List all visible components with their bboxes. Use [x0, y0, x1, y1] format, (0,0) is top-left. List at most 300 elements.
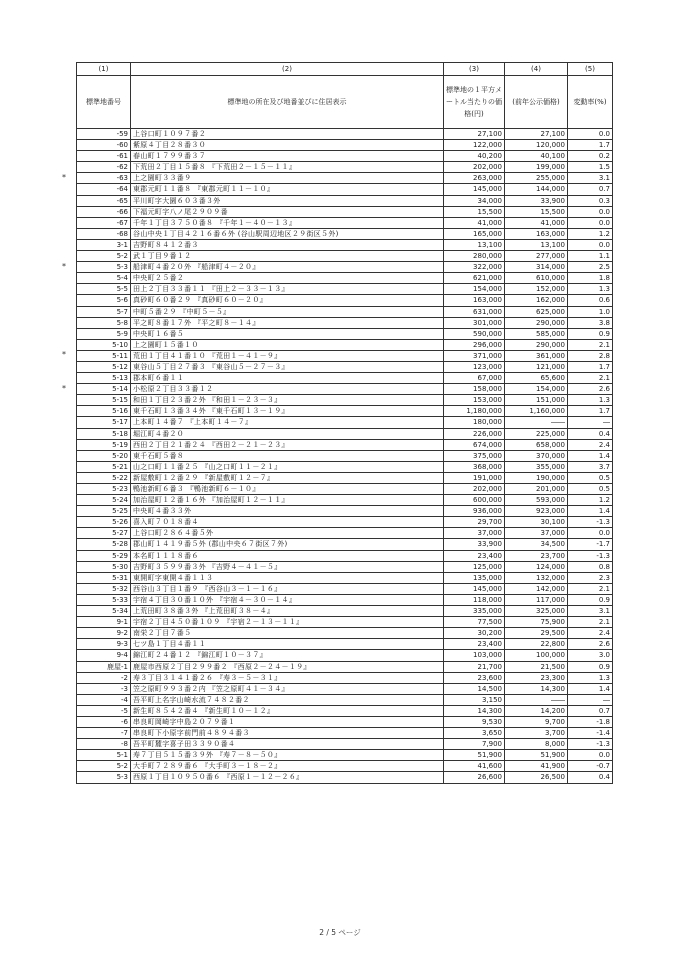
col-number-4: (4): [505, 63, 568, 76]
site-number-cell: -68: [77, 228, 131, 239]
site-number-cell: 5-29: [77, 550, 131, 561]
table-row: [77, 339, 613, 350]
table-row: [77, 295, 613, 306]
prev-price-cell: 9,700: [505, 716, 568, 727]
prev-price-cell: 51,900: [505, 750, 568, 761]
row-mark: *: [62, 261, 66, 271]
change-rate-cell: -1.3: [568, 739, 613, 750]
price-cell: 165,000: [444, 228, 505, 239]
address-cell: 郡山町１４１９番５外 (郡山中央６７街区７外): [131, 539, 444, 550]
address-cell: 小松原２丁目３３番１２: [131, 384, 444, 395]
table-row: [77, 772, 613, 783]
site-number-cell: 5-20: [77, 450, 131, 461]
prev-price-cell: 27,100: [505, 129, 568, 140]
prev-price-cell: 314,000: [505, 262, 568, 273]
price-cell: 77,500: [444, 617, 505, 628]
site-number-cell: 5-24: [77, 495, 131, 506]
prev-price-cell: ――: [505, 694, 568, 705]
site-number-cell: 5-17: [77, 417, 131, 428]
change-rate-cell: -1.8: [568, 716, 613, 727]
table-row: [77, 450, 613, 461]
address-cell: 武１丁目９番１２: [131, 251, 444, 262]
table-row: [77, 472, 613, 483]
table-row: [77, 140, 613, 151]
change-rate-cell: 1.7: [568, 406, 613, 417]
site-number-cell: 5-4: [77, 273, 131, 284]
change-rate-cell: 0.4: [568, 772, 613, 783]
table-row: [77, 206, 613, 217]
site-number-cell: 5-26: [77, 517, 131, 528]
site-number-cell: 5-28: [77, 539, 131, 550]
address-cell: 平之町８番１７外 『平之町８－１４』: [131, 317, 444, 328]
prev-price-cell: 361,000: [505, 350, 568, 361]
table-row: [77, 428, 613, 439]
change-rate-cell: -1.3: [568, 517, 613, 528]
change-rate-cell: 1.1: [568, 251, 613, 262]
table-row: [77, 761, 613, 772]
prev-price-cell: 23,300: [505, 672, 568, 683]
prev-price-cell: 22,800: [505, 639, 568, 650]
price-cell: 67,000: [444, 373, 505, 384]
price-cell: 1,180,000: [444, 406, 505, 417]
change-rate-cell: 1.7: [568, 361, 613, 372]
address-cell: 大手町７２８９番６ 『大手町３－１８－２』: [131, 761, 444, 772]
price-cell: 23,400: [444, 550, 505, 561]
address-cell: 本名町１１１８番６: [131, 550, 444, 561]
table-row: [77, 694, 613, 705]
site-number-cell: 5-30: [77, 561, 131, 572]
site-number-cell: 5-16: [77, 406, 131, 417]
price-cell: 13,100: [444, 239, 505, 250]
site-number-cell: 5-25: [77, 506, 131, 517]
table-row: [77, 550, 613, 561]
table-row: [77, 594, 613, 605]
change-rate-cell: 0.5: [568, 484, 613, 495]
change-rate-cell: 0.6: [568, 295, 613, 306]
site-number-cell: 5-10: [77, 339, 131, 350]
prev-price-cell: 610,000: [505, 273, 568, 284]
site-number-cell: 5-13: [77, 373, 131, 384]
site-number-cell: 5-32: [77, 583, 131, 594]
price-cell: 37,000: [444, 528, 505, 539]
prev-price-cell: 255,000: [505, 173, 568, 184]
address-cell: 真砂町６０番２９ 『真砂町６０－２０』: [131, 295, 444, 306]
address-cell: 串良町岡崎字中島２０７９番１: [131, 716, 444, 727]
change-rate-cell: 1.3: [568, 395, 613, 406]
site-number-cell: -62: [77, 162, 131, 173]
price-cell: 41,000: [444, 217, 505, 228]
prev-price-cell: 30,100: [505, 517, 568, 528]
site-number-cell: 9-3: [77, 639, 131, 650]
site-number-cell: 5-21: [77, 461, 131, 472]
change-rate-cell: 1.3: [568, 284, 613, 295]
change-rate-cell: 3.7: [568, 461, 613, 472]
site-number-cell: -2: [77, 672, 131, 683]
prev-price-cell: 152,000: [505, 284, 568, 295]
prev-price-cell: 225,000: [505, 428, 568, 439]
price-cell: 103,000: [444, 650, 505, 661]
price-cell: 15,500: [444, 206, 505, 217]
change-rate-cell: 1.8: [568, 273, 613, 284]
address-cell: 紫原４丁目２８番３０: [131, 140, 444, 151]
change-rate-cell: 2.1: [568, 583, 613, 594]
table-row: [77, 683, 613, 694]
prev-price-cell: 33,900: [505, 195, 568, 206]
prev-price-cell: 163,000: [505, 228, 568, 239]
address-cell: 上本町１４番７ 『上本町１４－７』: [131, 417, 444, 428]
price-cell: 226,000: [444, 428, 505, 439]
price-cell: 621,000: [444, 273, 505, 284]
site-number-cell: -63: [77, 173, 131, 184]
table-row: [77, 539, 613, 550]
table-row: [77, 495, 613, 506]
change-rate-cell: 3.8: [568, 317, 613, 328]
address-cell: 平川町字大園６０３番３外: [131, 195, 444, 206]
address-cell: 中央町１６番５: [131, 328, 444, 339]
price-cell: 135,000: [444, 572, 505, 583]
table-row: [77, 328, 613, 339]
prev-price-cell: 40,100: [505, 151, 568, 162]
address-cell: 上荒田町３８番３外 『上荒田町３８－４』: [131, 606, 444, 617]
site-number-cell: 鹿屋-1: [77, 661, 131, 672]
site-number-cell: 5-11: [77, 350, 131, 361]
prev-price-cell: 21,500: [505, 661, 568, 672]
change-rate-cell: -1.3: [568, 550, 613, 561]
price-cell: 14,300: [444, 705, 505, 716]
price-cell: 674,000: [444, 439, 505, 450]
price-cell: 600,000: [444, 495, 505, 506]
address-cell: 荒田１丁目４１番１０ 『荒田１－４１－９』: [131, 350, 444, 361]
prev-price-cell: 124,000: [505, 561, 568, 572]
prev-price-cell: 23,700: [505, 550, 568, 561]
prev-price-cell: 658,000: [505, 439, 568, 450]
change-rate-cell: 0.9: [568, 594, 613, 605]
change-rate-cell: 0.7: [568, 705, 613, 716]
table-row: [77, 716, 613, 727]
price-cell: 163,000: [444, 295, 505, 306]
price-cell: 125,000: [444, 561, 505, 572]
price-cell: 371,000: [444, 350, 505, 361]
table-row: [77, 306, 613, 317]
address-cell: 吾平町麓字喜子田３３９０番４: [131, 739, 444, 750]
address-cell: 上谷口町２８６４番５外: [131, 528, 444, 539]
site-number-cell: -4: [77, 694, 131, 705]
change-rate-cell: -0.7: [568, 761, 613, 772]
site-number-cell: -61: [77, 151, 131, 162]
change-rate-cell: 0.7: [568, 184, 613, 195]
prev-price-cell: 585,000: [505, 328, 568, 339]
address-cell: 寿３丁目３１４１番２６ 『寿３－５－３１』: [131, 672, 444, 683]
price-cell: 29,700: [444, 517, 505, 528]
price-cell: 158,000: [444, 384, 505, 395]
address-cell: 山之口町１１番２５ 『山之口町１１－２１』: [131, 461, 444, 472]
price-cell: 191,000: [444, 472, 505, 483]
site-number-cell: 5-2: [77, 251, 131, 262]
table-row: [77, 572, 613, 583]
site-number-cell: -60: [77, 140, 131, 151]
price-cell: 180,000: [444, 417, 505, 428]
prev-price-cell: ――: [505, 417, 568, 428]
change-rate-cell: ―: [568, 417, 613, 428]
prev-price-cell: 34,500: [505, 539, 568, 550]
change-rate-cell: 0.0: [568, 528, 613, 539]
price-cell: 21,700: [444, 661, 505, 672]
page-number: 2 / 5 ページ: [319, 928, 361, 937]
prev-price-cell: 923,000: [505, 506, 568, 517]
table-row: [77, 484, 613, 495]
table-row: [77, 350, 613, 361]
address-cell: 錦江町２４番１２ 『錦江町１０－３７』: [131, 650, 444, 661]
prev-price-cell: 370,000: [505, 450, 568, 461]
address-cell: 上之園町１５番１０: [131, 339, 444, 350]
site-number-cell: 5-3: [77, 772, 131, 783]
site-number-cell: 5-33: [77, 594, 131, 605]
address-cell: 下福元町字八ノ尾２９０９番: [131, 206, 444, 217]
prev-price-cell: 8,000: [505, 739, 568, 750]
address-cell: 東郡元町１１番８ 『東郡元町１１－１０』: [131, 184, 444, 195]
change-rate-cell: 2.4: [568, 439, 613, 450]
price-cell: 23,400: [444, 639, 505, 650]
change-rate-cell: 3.1: [568, 606, 613, 617]
row-mark: *: [62, 350, 66, 360]
address-cell: 寿７丁目５１５番３９外 『寿７－８－５０』: [131, 750, 444, 761]
site-number-cell: -7: [77, 728, 131, 739]
site-number-cell: 5-6: [77, 295, 131, 306]
address-cell: 東谷山５丁目２７番３ 『東谷山５－２７－３』: [131, 361, 444, 372]
price-cell: 154,000: [444, 284, 505, 295]
price-cell: 280,000: [444, 251, 505, 262]
address-cell: 和田１丁目２３番２外 『和田１－２３－３』: [131, 395, 444, 406]
address-cell: 谷山中央１丁目４２１６番６外 (谷山駅周辺地区２９街区５外): [131, 228, 444, 239]
site-number-cell: -67: [77, 217, 131, 228]
site-number-cell: -5: [77, 705, 131, 716]
change-rate-cell: 2.1: [568, 617, 613, 628]
address-cell: 笠之原町９９３番２内 『笠之原町４１－３４』: [131, 683, 444, 694]
address-cell: 西谷山３丁目１番９ 『西谷山３－１－１６』: [131, 583, 444, 594]
address-cell: 宇宿２丁目４５０番１０９ 『宇宿２－１３－１１』: [131, 617, 444, 628]
prev-price-cell: 1,160,000: [505, 406, 568, 417]
address-cell: 吉野町８４１２番３: [131, 239, 444, 250]
site-number-cell: -8: [77, 739, 131, 750]
table-row: [77, 251, 613, 262]
prev-price-cell: 325,000: [505, 606, 568, 617]
price-cell: 322,000: [444, 262, 505, 273]
site-number-cell: 3-1: [77, 239, 131, 250]
prev-price-cell: 100,000: [505, 650, 568, 661]
prev-price-cell: 26,500: [505, 772, 568, 783]
address-cell: 中央町２５番２: [131, 273, 444, 284]
site-number-cell: 5-12: [77, 361, 131, 372]
prev-price-cell: 121,000: [505, 361, 568, 372]
table-row: [77, 506, 613, 517]
address-cell: 七ツ島１丁目４番１１: [131, 639, 444, 650]
prev-price-cell: 3,700: [505, 728, 568, 739]
prev-price-cell: 142,000: [505, 583, 568, 594]
prev-price-cell: 14,300: [505, 683, 568, 694]
change-rate-cell: -1.4: [568, 728, 613, 739]
prev-price-cell: 37,000: [505, 528, 568, 539]
price-cell: 7,900: [444, 739, 505, 750]
address-cell: 新屋敷町１２番２９ 『新屋敷町１２－７』: [131, 472, 444, 483]
prev-price-cell: 75,900: [505, 617, 568, 628]
table-row: [77, 639, 613, 650]
site-number-cell: 5-14: [77, 384, 131, 395]
table-row: [77, 528, 613, 539]
site-number-cell: -66: [77, 206, 131, 217]
site-number-cell: 5-3: [77, 262, 131, 273]
address-cell: 春山町１７９９番３７: [131, 151, 444, 162]
change-rate-cell: 0.9: [568, 661, 613, 672]
col-number-5: (5): [568, 63, 613, 76]
address-cell: 新生町８５４２番４ 『新生町１０－１２』: [131, 705, 444, 716]
site-number-cell: 9-2: [77, 628, 131, 639]
table-row: [77, 317, 613, 328]
table-row: [77, 705, 613, 716]
table-row: [77, 162, 613, 173]
price-cell: 590,000: [444, 328, 505, 339]
prev-price-cell: 151,000: [505, 395, 568, 406]
change-rate-cell: 1.4: [568, 450, 613, 461]
col-number-1: (1): [77, 63, 131, 76]
address-cell: 喜入町７０１８番４: [131, 517, 444, 528]
table-row: [77, 228, 613, 239]
header-change-rate: 変動率(%): [568, 76, 613, 129]
change-rate-cell: 1.4: [568, 683, 613, 694]
header-price: 標準地の１平方メートル当たりの価格(円): [444, 76, 505, 129]
change-rate-cell: 1.4: [568, 506, 613, 517]
price-cell: 23,600: [444, 672, 505, 683]
table-row: [77, 395, 613, 406]
change-rate-cell: 0.4: [568, 428, 613, 439]
table-body: [77, 129, 613, 784]
price-cell: 26,600: [444, 772, 505, 783]
change-rate-cell: ―: [568, 694, 613, 705]
price-cell: 33,900: [444, 539, 505, 550]
table-row: [77, 173, 613, 184]
prev-price-cell: 593,000: [505, 495, 568, 506]
table-row: [77, 661, 613, 672]
prev-price-cell: 290,000: [505, 339, 568, 350]
table-row: [77, 417, 613, 428]
prev-price-cell: 120,000: [505, 140, 568, 151]
change-rate-cell: 2.5: [568, 262, 613, 273]
table-row: [77, 262, 613, 273]
price-cell: 40,200: [444, 151, 505, 162]
change-rate-cell: 0.2: [568, 151, 613, 162]
site-number-cell: 5-27: [77, 528, 131, 539]
change-rate-cell: 3.1: [568, 173, 613, 184]
site-number-cell: 9-1: [77, 617, 131, 628]
prev-price-cell: 144,000: [505, 184, 568, 195]
price-cell: 202,000: [444, 162, 505, 173]
price-cell: 9,530: [444, 716, 505, 727]
col-number-2: (2): [131, 63, 444, 76]
address-cell: 西原１丁目１０９５０番６ 『西原１－１２－２６』: [131, 772, 444, 783]
change-rate-cell: 0.0: [568, 206, 613, 217]
change-rate-cell: 2.6: [568, 639, 613, 650]
price-cell: 145,000: [444, 184, 505, 195]
site-number-cell: 9-4: [77, 650, 131, 661]
address-cell: 中町５番２９ 『中町５－５』: [131, 306, 444, 317]
col-number-3: (3): [444, 63, 505, 76]
change-rate-cell: 2.6: [568, 384, 613, 395]
address-cell: 東開町字東開４番１１３: [131, 572, 444, 583]
land-price-table: [76, 62, 613, 784]
change-rate-cell: 2.4: [568, 628, 613, 639]
table-row: [77, 373, 613, 384]
prev-price-cell: 41,000: [505, 217, 568, 228]
change-rate-cell: 0.0: [568, 129, 613, 140]
change-rate-cell: 1.2: [568, 228, 613, 239]
table-row: [77, 583, 613, 594]
column-number-row: [77, 63, 613, 76]
change-rate-cell: -1.7: [568, 539, 613, 550]
price-cell: 51,900: [444, 750, 505, 761]
prev-price-cell: 190,000: [505, 472, 568, 483]
price-cell: 631,000: [444, 306, 505, 317]
price-cell: 3,650: [444, 728, 505, 739]
price-cell: 145,000: [444, 583, 505, 594]
change-rate-cell: 2.8: [568, 350, 613, 361]
address-cell: 東千石町５番８: [131, 450, 444, 461]
prev-price-cell: 41,900: [505, 761, 568, 772]
change-rate-cell: 0.9: [568, 328, 613, 339]
prev-price-cell: 132,000: [505, 572, 568, 583]
address-cell: 串良町下小原字前門前４８９４番３: [131, 728, 444, 739]
address-cell: 西田２丁目２１番２４ 『西田２－２１－２３』: [131, 439, 444, 450]
prev-price-cell: 162,000: [505, 295, 568, 306]
address-cell: 下荒田２丁目１５番８ 『下荒田２－１５－１１』: [131, 162, 444, 173]
address-cell: 上之園町３３番９: [131, 173, 444, 184]
header-address: 標準地の所在及び地番並びに住居表示: [131, 76, 444, 129]
change-rate-cell: 2.1: [568, 373, 613, 384]
prev-price-cell: 277,000: [505, 251, 568, 262]
table-row: [77, 439, 613, 450]
price-cell: 301,000: [444, 317, 505, 328]
price-cell: 296,000: [444, 339, 505, 350]
site-number-cell: -3: [77, 683, 131, 694]
address-cell: 堀江町４番２０: [131, 428, 444, 439]
prev-price-cell: 290,000: [505, 317, 568, 328]
header-site-number: 標準地番号: [77, 76, 131, 129]
address-cell: 船津町４番２０外 『船津町４－２０』: [131, 262, 444, 273]
column-label-row: [77, 76, 613, 129]
price-cell: 118,000: [444, 594, 505, 605]
change-rate-cell: 1.0: [568, 306, 613, 317]
prev-price-cell: 201,000: [505, 484, 568, 495]
table-row: [77, 384, 613, 395]
address-cell: 吾平町上名字山崎水流７４８２番２: [131, 694, 444, 705]
price-cell: 123,000: [444, 361, 505, 372]
site-number-cell: 5-34: [77, 606, 131, 617]
price-cell: 3,150: [444, 694, 505, 705]
table-row: [77, 361, 613, 372]
table-row: [77, 628, 613, 639]
address-cell: 吉野町３５９９番３外 『吉野４－４１－５』: [131, 561, 444, 572]
address-cell: 鹿屋市西原２丁目２９９番２ 『西原２－２４－１９』: [131, 661, 444, 672]
site-number-cell: 5-15: [77, 395, 131, 406]
address-cell: 東千石町１３番３４外 『東千石町１３－１９』: [131, 406, 444, 417]
change-rate-cell: 0.0: [568, 217, 613, 228]
prev-price-cell: 29,500: [505, 628, 568, 639]
prev-price-cell: 199,000: [505, 162, 568, 173]
table-row: [77, 273, 613, 284]
table-row: [77, 739, 613, 750]
prev-price-cell: 14,200: [505, 705, 568, 716]
address-cell: 中央町４番３３外: [131, 506, 444, 517]
price-cell: 202,000: [444, 484, 505, 495]
price-cell: 375,000: [444, 450, 505, 461]
